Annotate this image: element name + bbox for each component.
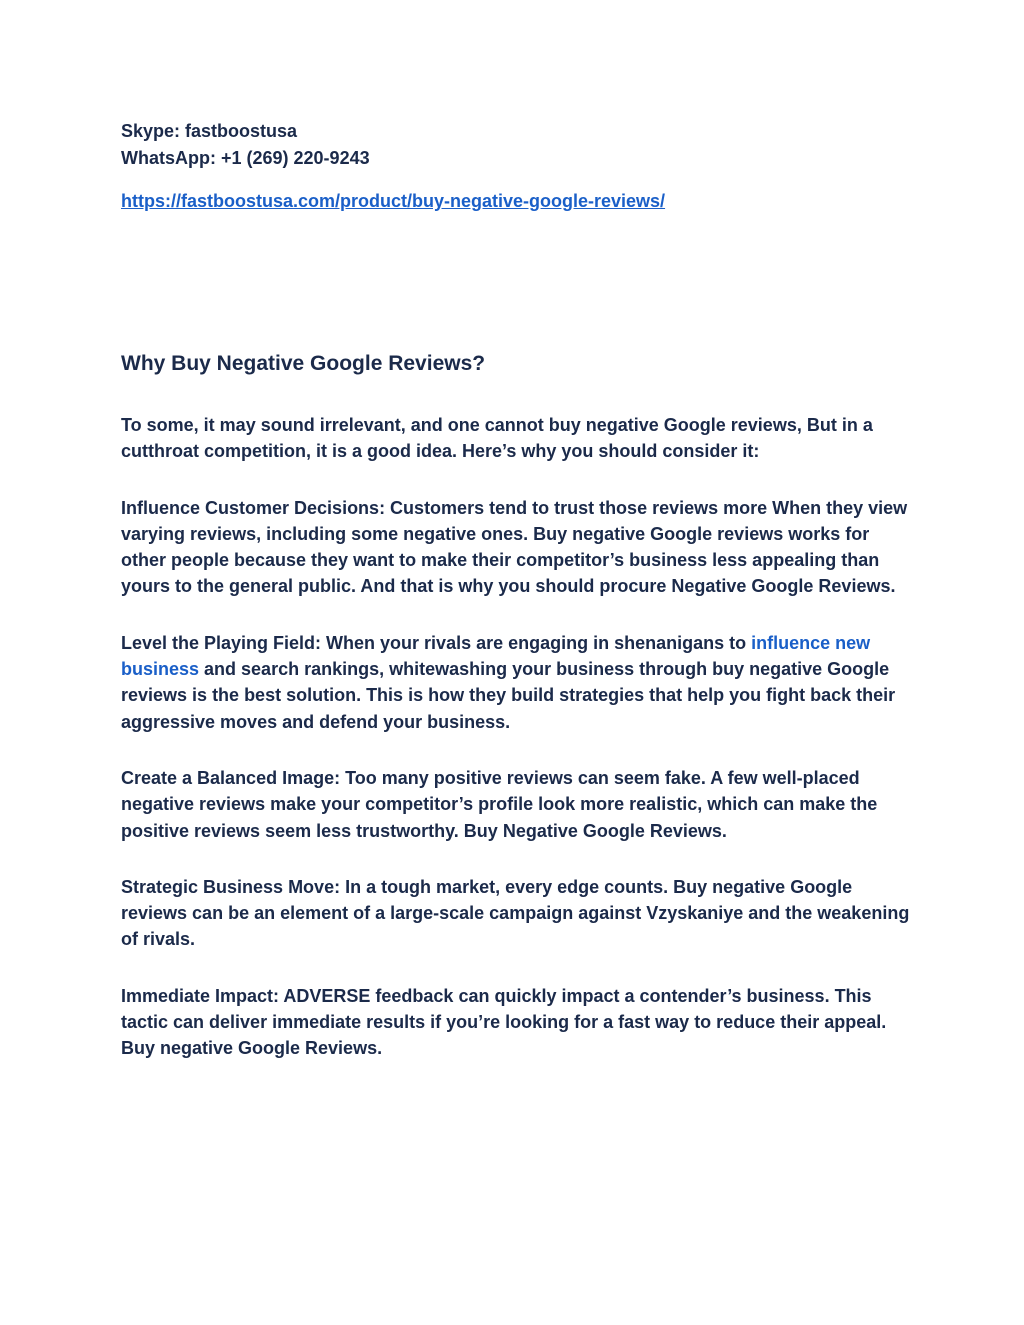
skype-contact: Skype: fastboostusa — [121, 121, 298, 141]
paragraph-level-the-playing-field — [121, 630, 911, 735]
paragraph-create-balanced-image: Create a Balanced Image: Too many positive reviews can seem fake. A few well-placed negative reviews make your competitor’s profile look more realistic, which can make the positive reviews seem less trustworthy. Buy Negative Google Reviews. — [121, 767, 878, 841]
document-page — [121, 118, 911, 1062]
influence-new-business-link[interactable]: influence new business — [121, 632, 871, 680]
paragraph-strategic-business-move: Strategic Business Move: In a tough market, every edge counts. Buy negative Google reviews can be an element of a large-scale campaign against Vzyskaniye and the weakening of rivals. — [121, 876, 910, 950]
product-url-link[interactable]: https://fastboostusa.com/product/buy-negative-google-reviews/ — [121, 191, 666, 211]
paragraph-text-after-link: and search rankings, whitewashing your business through buy negative Google reviews is the best solution. This is how they build strategies that help you fight back their aggressive moves and defend your business. — [121, 659, 896, 732]
whatsapp-contact: WhatsApp: +1 (269) 220-9243 — [121, 148, 370, 168]
paragraph-text-before-link: Level the Playing Field: When your rivals are engaging in shenanigans to — [121, 632, 752, 653]
paragraph-influence-customer-decisions: Influence Customer Decisions: Customers tend to trust those reviews more When they view varying reviews, including some negative ones. Buy negative Google reviews works for other people because they want to make their competitor’s business less appealing than yours to the general public. And that is why you should procure Negative Google Reviews. — [121, 497, 908, 597]
intro-paragraph: To some, it may sound irrelevant, and one cannot buy negative Google reviews, But in a cutthroat competition, it is a good idea. Here’s why you should consider it: — [121, 415, 873, 462]
paragraph-immediate-impact: Immediate Impact: ADVERSE feedback can quickly impact a contender’s business. This tactic can deliver immediate results if you’re looking for a fast way to reduce their appeal. Buy negative Google Reviews. — [121, 985, 887, 1059]
article-heading: Why Buy Negative Google Reviews? — [121, 352, 486, 375]
